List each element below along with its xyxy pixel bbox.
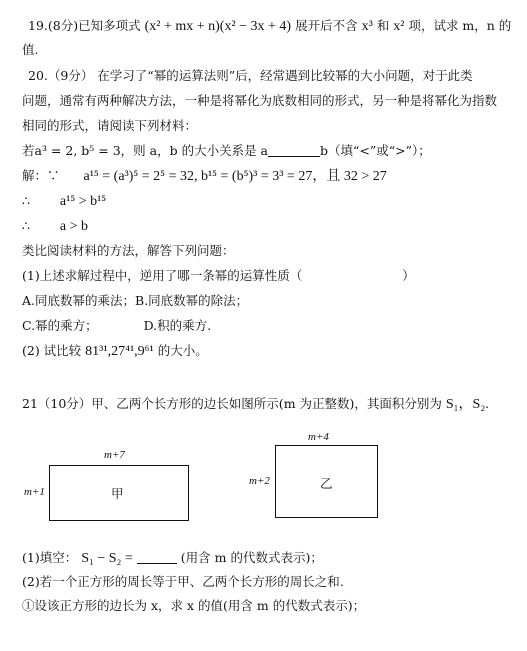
q20-sub1 xyxy=(22,268,415,284)
q20-solution xyxy=(22,168,387,185)
q20-solution-label: 解：∵ xyxy=(22,168,60,183)
q20-intro-line1: 20.（9分） 在学习了“幂的运算法则”后，经常遇到比较幂的大小问题，对于此类 xyxy=(28,68,473,83)
q20-sub2-b: 的大小。 xyxy=(157,343,208,358)
q20-option-d: D.积的乘方. xyxy=(143,318,212,333)
rect-a-side-label: m+1 xyxy=(24,486,45,498)
q20-therefore2-math: a > b xyxy=(59,219,89,234)
q20-option-b: B.同底数幂的除法； xyxy=(135,293,249,308)
q20-option-a: A.同底数幂的乘法； xyxy=(22,293,136,308)
therefore-symbol-2: ∴ xyxy=(22,218,30,233)
q19-line2: 值. xyxy=(22,42,39,57)
q20-given-a: 若a³ = 2, b⁵ = 3，则 a，b 的大小关系是 a xyxy=(22,143,268,158)
q21-sub2: (2)若一个正方形的周长等于甲、乙两个长方形的周长之和. xyxy=(22,574,344,589)
q20-option-c: C.幂的乘方； xyxy=(22,318,98,333)
q20-options-cd xyxy=(22,318,211,334)
q21-sub1 xyxy=(22,550,323,567)
q20-intro-line3: 相同的形式，请阅读下列材料： xyxy=(22,118,198,133)
q19-x2: x² xyxy=(393,19,405,34)
q21-sub1-a: (1)填空： xyxy=(22,550,78,565)
q20-instruction: 类比阅读材料的方法，解答下列问题： xyxy=(22,243,235,258)
q19-x3: x³ xyxy=(361,19,373,34)
q20-therefore2 xyxy=(22,218,88,235)
q20-answer-blank xyxy=(268,144,320,157)
rect-b-top-label: m+4 xyxy=(308,431,329,443)
q21-answer-blank xyxy=(137,551,177,564)
q20-sub2-math: 81³¹,27⁴¹,9⁶¹ xyxy=(85,344,154,359)
q20-sub1-b: ） xyxy=(402,268,415,283)
q19-line1 xyxy=(28,18,511,35)
q20-given-b: b（填“<”或“>”）； xyxy=(320,143,431,158)
rect-b-side-label: m+2 xyxy=(249,475,270,487)
rect-b-name: 乙 xyxy=(320,476,333,491)
q20-solution-math: a¹⁵ = (a³)⁵ = 2⁵ = 32, b¹⁵ = (b⁵)³ = 3³ = 27，且 32 > 27 xyxy=(83,169,387,184)
q21-header-a: 21（10分）甲、乙两个长方形的边长如图所示(m 为正整数)，其面积分别为 xyxy=(22,396,442,411)
rect-a-top-label: m+7 xyxy=(104,449,125,461)
q21-sub2-1: ①设该正方形的边长为 x，求 x 的值(用含 m 的代数式表示)； xyxy=(22,598,366,613)
q20-given xyxy=(22,143,431,159)
q21-sub1-b: (用含 m 的代数式表示)； xyxy=(180,550,323,565)
q20-sub1-a: (1)上述求解过程中，逆用了哪一条幂的运算性质（ xyxy=(22,268,303,283)
q20-sub2 xyxy=(22,343,208,360)
q19-and: 和 xyxy=(376,18,390,33)
q19-suffix-b: 项，试求 m，n 的 xyxy=(408,18,512,33)
therefore-symbol-1: ∴ xyxy=(22,193,30,208)
q19-prefix: 19.(8分)已知多项式 xyxy=(28,18,141,33)
q20-options-ab xyxy=(22,293,248,309)
q20-intro-line2: 问题，通常有两种解决方法，一种是将幂化为底数相同的形式，另一种是将幂化为指数 xyxy=(22,93,498,108)
rect-a-name: 甲 xyxy=(111,486,124,501)
q19-polynomial: (x² + mx + n)(x² − 3x + 4) xyxy=(144,19,292,34)
q21-header-b: S₁，S₂. xyxy=(445,397,489,412)
q20-therefore1-math: a¹⁵ > b¹⁵ xyxy=(59,194,107,209)
q20-sub2-a: (2) 试比较 xyxy=(22,343,82,358)
q19-suffix-a: 展开后不含 xyxy=(295,18,358,33)
q21-header xyxy=(22,396,489,413)
q21-sub1-math: S₁ − S₂ = xyxy=(81,551,133,566)
q20-therefore1 xyxy=(22,193,106,210)
